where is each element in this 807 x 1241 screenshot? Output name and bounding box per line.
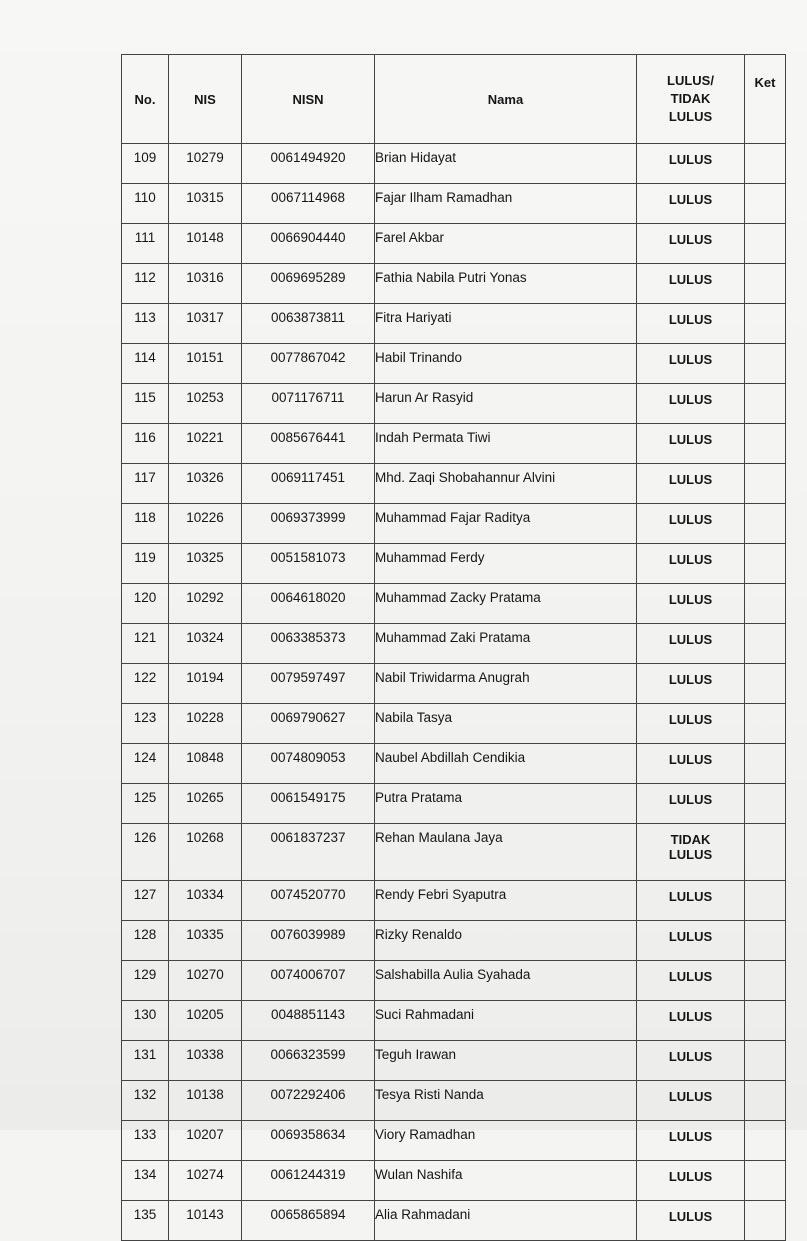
cell-ket	[745, 344, 786, 384]
cell-nisn: 0077867042	[242, 344, 375, 384]
table-row	[122, 921, 786, 961]
cell-nis: 10207	[169, 1121, 242, 1161]
cell-no: 127	[122, 881, 169, 921]
table-header	[122, 55, 786, 144]
cell-ket	[745, 1161, 786, 1201]
table-row	[122, 1001, 786, 1041]
cell-ket	[745, 1081, 786, 1121]
cell-status	[637, 1201, 745, 1241]
cell-nisn: 0051581073	[242, 544, 375, 584]
cell-nama: Fathia Nabila Putri Yonas	[375, 264, 637, 304]
cell-no: 129	[122, 961, 169, 1001]
cell-no: 134	[122, 1161, 169, 1201]
header-status	[637, 55, 745, 144]
cell-nama: Muhammad Fajar Raditya	[375, 504, 637, 544]
cell-nis: 10228	[169, 704, 242, 744]
cell-no: 121	[122, 624, 169, 664]
cell-status	[637, 144, 745, 184]
cell-nama: Tesya Risti Nanda	[375, 1081, 637, 1121]
cell-no: 118	[122, 504, 169, 544]
cell-ket	[745, 464, 786, 504]
status-text: LULUS	[668, 552, 713, 567]
cell-nis: 10279	[169, 144, 242, 184]
header-ket: Ket	[745, 55, 786, 144]
status-text: LULUS	[668, 752, 713, 767]
cell-nisn: 0061549175	[242, 784, 375, 824]
table-row	[122, 784, 786, 824]
table-row	[122, 1121, 786, 1161]
table-row	[122, 1201, 786, 1241]
status-text: LULUS	[668, 192, 713, 207]
status-text: LULUS	[668, 512, 713, 527]
cell-nisn: 0048851143	[242, 1001, 375, 1041]
cell-nama: Wulan Nashifa	[375, 1161, 637, 1201]
cell-ket	[745, 544, 786, 584]
cell-nisn: 0076039989	[242, 921, 375, 961]
cell-ket	[745, 144, 786, 184]
cell-nisn: 0071176711	[242, 384, 375, 424]
table-row	[122, 504, 786, 544]
table-row	[122, 304, 786, 344]
cell-nisn: 0074006707	[242, 961, 375, 1001]
cell-nis: 10270	[169, 961, 242, 1001]
cell-status	[637, 584, 745, 624]
cell-nis: 10335	[169, 921, 242, 961]
cell-nisn: 0064618020	[242, 584, 375, 624]
table-row	[122, 624, 786, 664]
cell-nisn: 0061837237	[242, 824, 375, 881]
cell-no: 130	[122, 1001, 169, 1041]
cell-nama: Muhammad Zaki Pratama	[375, 624, 637, 664]
cell-nama: Salshabilla Aulia Syahada	[375, 961, 637, 1001]
cell-status	[637, 824, 745, 881]
cell-ket	[745, 184, 786, 224]
cell-nisn: 0063385373	[242, 624, 375, 664]
cell-status	[637, 504, 745, 544]
status-text: LULUS	[668, 1089, 713, 1104]
cell-status	[637, 704, 745, 744]
table-row	[122, 664, 786, 704]
cell-nis: 10194	[169, 664, 242, 704]
cell-nis: 10148	[169, 224, 242, 264]
cell-ket	[745, 784, 786, 824]
cell-status	[637, 881, 745, 921]
cell-nama: Fajar Ilham Ramadhan	[375, 184, 637, 224]
cell-nama: Alia Rahmadani	[375, 1201, 637, 1241]
cell-nisn: 0069117451	[242, 464, 375, 504]
status-text: LULUS	[668, 712, 713, 727]
graduation-table	[121, 54, 786, 1241]
status-text: LULUS	[668, 392, 713, 407]
cell-ket	[745, 824, 786, 881]
cell-nis: 10268	[169, 824, 242, 881]
table-row	[122, 544, 786, 584]
cell-nama: Teguh Irawan	[375, 1041, 637, 1081]
table-row	[122, 744, 786, 784]
table-row	[122, 184, 786, 224]
cell-no: 109	[122, 144, 169, 184]
cell-ket	[745, 961, 786, 1001]
cell-ket	[745, 504, 786, 544]
cell-nama: Putra Pratama	[375, 784, 637, 824]
cell-no: 117	[122, 464, 169, 504]
status-text: LULUS	[668, 312, 713, 327]
cell-status	[637, 1081, 745, 1121]
table-row	[122, 961, 786, 1001]
cell-ket	[745, 264, 786, 304]
cell-status	[637, 664, 745, 704]
cell-nama: Muhammad Ferdy	[375, 544, 637, 584]
cell-nisn: 0067114968	[242, 184, 375, 224]
table-row	[122, 464, 786, 504]
cell-nama: Harun Ar Rasyid	[375, 384, 637, 424]
status-text: LULUS	[668, 1129, 713, 1144]
cell-nama: Nabila Tasya	[375, 704, 637, 744]
cell-no: 116	[122, 424, 169, 464]
cell-no: 122	[122, 664, 169, 704]
cell-nis: 10205	[169, 1001, 242, 1041]
status-text: LULUS	[668, 1009, 713, 1024]
cell-status	[637, 224, 745, 264]
cell-status	[637, 544, 745, 584]
table-row	[122, 881, 786, 921]
header-nama: Nama	[375, 55, 637, 144]
table-row	[122, 424, 786, 464]
cell-nis: 10226	[169, 504, 242, 544]
cell-no: 112	[122, 264, 169, 304]
cell-nis: 10274	[169, 1161, 242, 1201]
table-row	[122, 144, 786, 184]
status-text: LULUS	[668, 1209, 713, 1224]
cell-nis: 10292	[169, 584, 242, 624]
cell-nis: 10325	[169, 544, 242, 584]
cell-nis: 10253	[169, 384, 242, 424]
cell-status	[637, 1041, 745, 1081]
cell-nisn: 0069358634	[242, 1121, 375, 1161]
cell-status	[637, 304, 745, 344]
status-text: LULUS	[668, 672, 713, 687]
cell-nama: Naubel Abdillah Cendikia	[375, 744, 637, 784]
cell-no: 125	[122, 784, 169, 824]
table-row	[122, 384, 786, 424]
cell-no: 110	[122, 184, 169, 224]
cell-nama: Fitra Hariyati	[375, 304, 637, 344]
cell-nama: Rehan Maulana Jaya	[375, 824, 637, 881]
cell-nis: 10338	[169, 1041, 242, 1081]
status-text: LULUS	[668, 969, 713, 984]
cell-status	[637, 184, 745, 224]
cell-ket	[745, 1121, 786, 1161]
cell-ket	[745, 624, 786, 664]
cell-no: 131	[122, 1041, 169, 1081]
status-text: LULUS	[668, 792, 713, 807]
status-text: LULUS	[668, 472, 713, 487]
cell-nama: Rendy Febri Syaputra	[375, 881, 637, 921]
cell-nisn: 0079597497	[242, 664, 375, 704]
cell-nis: 10334	[169, 881, 242, 921]
cell-no: 113	[122, 304, 169, 344]
cell-ket	[745, 744, 786, 784]
cell-status	[637, 961, 745, 1001]
table-body	[122, 144, 786, 1241]
cell-no: 119	[122, 544, 169, 584]
cell-nis: 10265	[169, 784, 242, 824]
cell-ket	[745, 704, 786, 744]
cell-ket	[745, 921, 786, 961]
status-text: LULUS	[668, 1169, 713, 1184]
cell-nisn: 0074520770	[242, 881, 375, 921]
cell-no: 135	[122, 1201, 169, 1241]
cell-no: 133	[122, 1121, 169, 1161]
cell-nis: 10138	[169, 1081, 242, 1121]
cell-nama: Indah Permata Tiwi	[375, 424, 637, 464]
cell-nama: Muhammad Zacky Pratama	[375, 584, 637, 624]
status-text: LULUS	[668, 232, 713, 247]
cell-nama: Rizky Renaldo	[375, 921, 637, 961]
cell-ket	[745, 1041, 786, 1081]
cell-nisn: 0069373999	[242, 504, 375, 544]
cell-nama: Brian Hidayat	[375, 144, 637, 184]
cell-nis: 10848	[169, 744, 242, 784]
cell-nis: 10317	[169, 304, 242, 344]
cell-nisn: 0069695289	[242, 264, 375, 304]
cell-status	[637, 784, 745, 824]
cell-nisn: 0069790627	[242, 704, 375, 744]
table-row	[122, 824, 786, 881]
cell-nis: 10326	[169, 464, 242, 504]
cell-nisn: 0061494920	[242, 144, 375, 184]
cell-status	[637, 264, 745, 304]
table-row	[122, 704, 786, 744]
cell-status	[637, 921, 745, 961]
cell-no: 132	[122, 1081, 169, 1121]
cell-nama: Suci Rahmadani	[375, 1001, 637, 1041]
cell-no: 128	[122, 921, 169, 961]
cell-status	[637, 624, 745, 664]
header-no: No.	[122, 55, 169, 144]
cell-nis: 10143	[169, 1201, 242, 1241]
cell-no: 120	[122, 584, 169, 624]
cell-nisn: 0074809053	[242, 744, 375, 784]
cell-no: 124	[122, 744, 169, 784]
cell-nis: 10315	[169, 184, 242, 224]
cell-ket	[745, 384, 786, 424]
table-row	[122, 344, 786, 384]
status-text: LULUS	[668, 272, 713, 287]
cell-nama: Mhd. Zaqi Shobahannur Alvini	[375, 464, 637, 504]
cell-nisn: 0066904440	[242, 224, 375, 264]
cell-ket	[745, 881, 786, 921]
cell-no: 123	[122, 704, 169, 744]
cell-status	[637, 344, 745, 384]
status-text: TIDAK LULUS	[668, 832, 713, 862]
cell-status	[637, 744, 745, 784]
cell-nama: Farel Akbar	[375, 224, 637, 264]
table-row	[122, 1081, 786, 1121]
header-nisn: NISN	[242, 55, 375, 144]
table-row	[122, 1161, 786, 1201]
status-text: LULUS	[668, 352, 713, 367]
status-text: LULUS	[668, 152, 713, 167]
cell-ket	[745, 304, 786, 344]
cell-nisn: 0085676441	[242, 424, 375, 464]
status-text: LULUS	[668, 1049, 713, 1064]
cell-nisn: 0063873811	[242, 304, 375, 344]
cell-no: 111	[122, 224, 169, 264]
cell-no: 115	[122, 384, 169, 424]
cell-nama: Viory Ramadhan	[375, 1121, 637, 1161]
cell-ket	[745, 1201, 786, 1241]
status-text: LULUS	[668, 632, 713, 647]
cell-nisn: 0066323599	[242, 1041, 375, 1081]
cell-ket	[745, 424, 786, 464]
header-status-line-3: LULUS	[668, 109, 713, 124]
header-status-line-1: LULUS/	[667, 73, 714, 88]
cell-nama: Habil Trinando	[375, 344, 637, 384]
cell-nama: Nabil Triwidarma Anugrah	[375, 664, 637, 704]
cell-status	[637, 424, 745, 464]
cell-ket	[745, 224, 786, 264]
cell-status	[637, 1121, 745, 1161]
cell-status	[637, 1001, 745, 1041]
cell-status	[637, 464, 745, 504]
cell-nis: 10316	[169, 264, 242, 304]
table-row	[122, 584, 786, 624]
status-text: LULUS	[668, 592, 713, 607]
header-nis: NIS	[169, 55, 242, 144]
header-status-line-2: TIDAK	[670, 91, 711, 106]
status-text: LULUS	[668, 889, 713, 904]
table-row	[122, 224, 786, 264]
status-text: LULUS	[668, 432, 713, 447]
status-text: LULUS	[668, 929, 713, 944]
cell-ket	[745, 1001, 786, 1041]
cell-nis: 10324	[169, 624, 242, 664]
cell-no: 126	[122, 824, 169, 881]
cell-nis: 10221	[169, 424, 242, 464]
cell-nisn: 0061244319	[242, 1161, 375, 1201]
cell-nisn: 0065865894	[242, 1201, 375, 1241]
cell-nisn: 0072292406	[242, 1081, 375, 1121]
cell-ket	[745, 664, 786, 704]
cell-status	[637, 1161, 745, 1201]
cell-ket	[745, 584, 786, 624]
table-row	[122, 264, 786, 304]
table-row	[122, 1041, 786, 1081]
cell-nis: 10151	[169, 344, 242, 384]
cell-no: 114	[122, 344, 169, 384]
cell-status	[637, 384, 745, 424]
